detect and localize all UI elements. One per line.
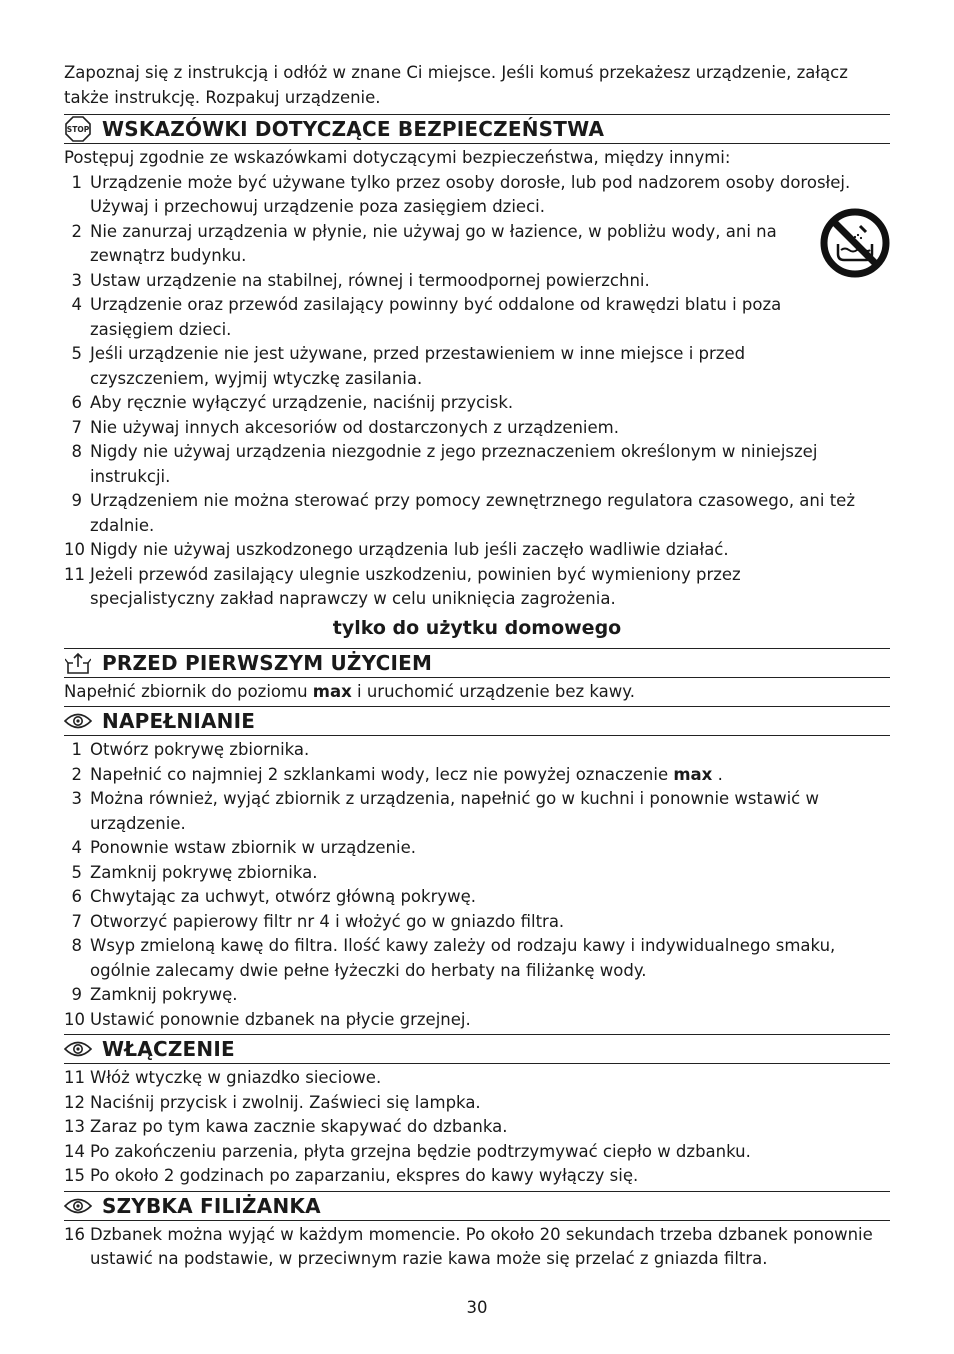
list-item: 12 Naciśnij przycisk i zwolnij. Zaświeci się lampka. [64,1092,481,1112]
safety-title: WSKAZÓWKI DOTYCZĄCE BEZPIECZEŃSTWA [102,117,605,141]
intro-text: Zapoznaj się z instrukcją i odłóż w znane Ci miejsce. Jeśli komuś przekażesz urządzenie, załącz także instrukcję. Rozpakuj urządzenie. [64,63,848,107]
before-first-use-text: Napełnić zbiornik do poziomu max i uruchomić urządzenie bez kawy. [64,681,635,701]
list-item: 14 Po zakończeniu parzenia, płyta grzejna będzie podtrzymywać ciepło w dzbanku. [64,1141,751,1161]
switch-on-title: WŁĄCZENIE [102,1037,235,1061]
list-item: 9 Urządzeniem nie można sterować przy pomocy zewnętrznego regulatora czasowego, ani też zdalnie. [71,491,855,535]
list-item: 16 Dzbanek można wyjąć w każdym momencie. Po około 20 sekundach trzeba dzbanek ponownie ustawić na podstawie, w przeciwnym razie kawa może się przelać z gniazda filtra. [64,1224,873,1268]
safety-header [64,114,890,144]
list-item: 5 Zamknij pokrywę zbiornika. [71,862,318,882]
list-item: 13 Zaraz po tym kawa zacznie skapywać do dzbanka. [64,1117,508,1136]
list-item: 9 Zamknij pokrywę. [71,985,238,1004]
list-item: 1 Urządzenie może być używane tylko przez osoby dorosłe, lub pod nadzorem osoby dorosłej. Używaj i przechowuj urządzenie poza zasięgiem dzieci. [71,172,851,216]
filling-header [64,706,890,736]
before-first-use-header [64,648,890,678]
eye-icon [64,1194,92,1218]
list-item: 1 Otwórz pokrywę zbiornika. [71,740,310,759]
safety-list [64,171,890,612]
list-item: 15 Po około 2 godzinach po zaparzaniu, ekspres do kawy wyłączy się. [64,1166,639,1185]
list-item: 3 Ustaw urządzenie na stabilnej, równej i termoodpornej powierzchni. [71,270,650,290]
quick-cup-list [64,1223,890,1272]
switch-on-header [64,1034,890,1064]
list-item: 8 Wsyp zmieloną kawę do filtra. Ilość kawy zależy od rodzaju kawy i indywidualnego smaku, ogólnie zalecamy dwie pełne łyżeczki do herbaty na filiżankę wody. [71,936,836,980]
filling-title: NAPEŁNIANIE [102,709,256,733]
page-number: 30 [466,1298,488,1317]
unpack-box-icon [64,651,92,675]
stop-sign-label: STOP [66,125,90,134]
list-item: 11 Jeżeli przewód zasilający ulegnie uszkodzeniu, powinien być wymieniony przez specjalistyczny zakład naprawczy w celu uniknięcia zagrożenia. [64,564,741,608]
list-item: 6 Aby ręcznie wyłączyć urządzenie, naciśnij przycisk. [71,393,514,412]
quick-cup-header [64,1191,890,1221]
list-item: 10 Ustawić ponownie dzbanek na płycie grzejnej. [64,1009,471,1029]
before-first-use-title: PRZED PIERWSZYM UŻYCIEM [102,650,433,675]
household-use-note: tylko do użytku domowego [332,616,622,639]
eye-icon [64,709,92,733]
list-item: 7 Otworzyć papierowy filtr nr 4 i włożyć go w gniazdo filtra. [71,911,565,931]
quick-cup-title: SZYBKA FILIŻANKA [102,1193,321,1218]
list-item: 8 Nigdy nie używaj urządzenia niezgodnie z jego przeznaczeniem określonym w niniejszej instrukcji. [71,442,818,486]
safety-intro: Postępuj zgodnie ze wskazówkami dotyczącymi bezpieczeństwa, między innymi: [64,148,731,167]
list-item: 5 Jeśli urządzenie nie jest używane, przed przestawieniem w inne miejsce i przed czyszczeniem, wyjmij wtyczkę zasilania. [71,344,746,388]
list-item: 11 Włóż wtyczkę w gniazdko sieciowe. [64,1068,382,1087]
eye-icon [64,1037,92,1061]
list-item: 2 Nie zanurzaj urządzenia w płynie, nie używaj go w łazience, w pobliżu wody, ani na zewnątrz budynku. [71,221,777,265]
filling-list [64,738,890,1032]
list-item: 4 Ponownie wstaw zbiornik w urządzenie. [71,838,416,857]
stop-sign-icon [64,117,92,141]
no-water-warning-icon [820,208,890,278]
document-page [64,60,890,1272]
list-item: 6 Chwytając za uchwyt, otwórz główną pokrywę. [71,887,477,906]
list-item: 10 Nigdy nie używaj uszkodzonego urządzenia lub jeśli zaczęło wadliwie działać. [64,540,729,559]
list-item: 4 Urządzenie oraz przewód zasilający powinny być oddalone od krawędzi blatu i poza zasięgiem dzieci. [71,295,782,339]
list-item: 2 Napełnić co najmniej 2 szklankami wody, lecz nie powyżej oznaczenie max . [71,764,723,784]
switch-on-list [64,1066,890,1189]
list-item: 7 Nie używaj innych akcesoriów od dostarczonych z urządzeniem. [71,417,619,437]
list-item: 3 Można również, wyjąć zbiornik z urządzenia, napełnić go w kuchni i ponownie wstawić w urządzenie. [71,789,819,833]
